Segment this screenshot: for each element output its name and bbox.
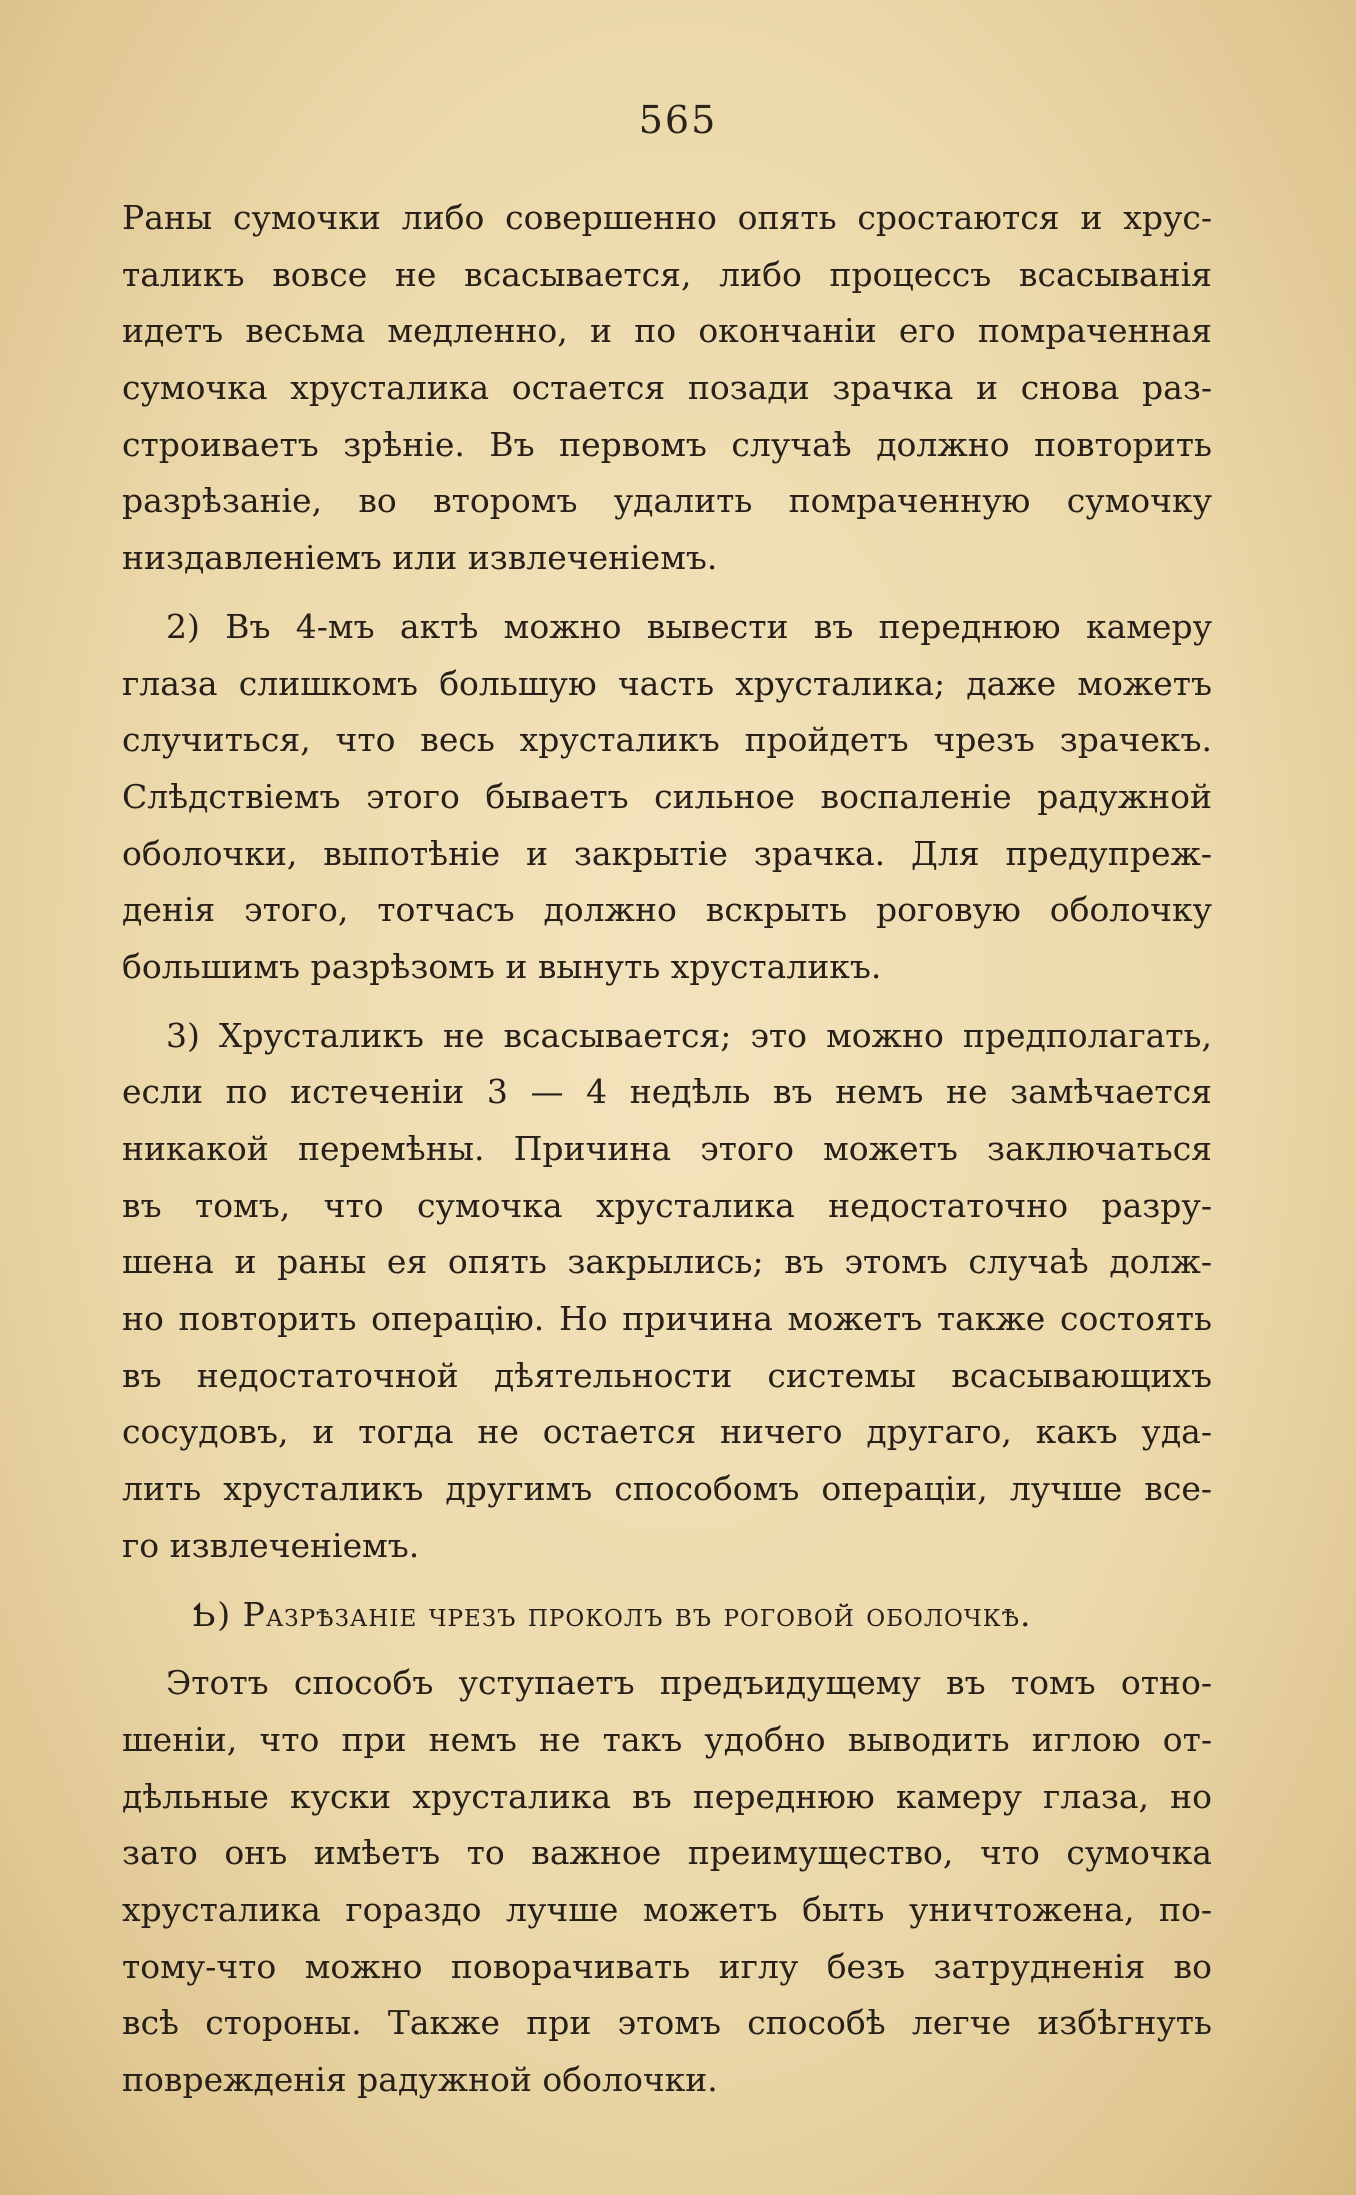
text-line: разрѣзаніе, во второмъ удалить помраченную сумочку [122, 481, 1212, 521]
text-line: таликъ вовсе не всасывается, либо процессъ всасыванія [122, 254, 1212, 294]
text-line: сумочка хрусталика остается позади зрачка и снова раз- [122, 368, 1212, 408]
text-line: въ недостаточной дѣятельности системы всасывающихъ [122, 1355, 1212, 1395]
text-line: шеніи, что при немъ не такъ удобно выводить иглою от- [122, 1719, 1212, 1759]
text-line: строиваетъ зрѣніе. Въ первомъ случаѣ должно повторить [122, 424, 1212, 464]
text-line: тому-что можно поворачивать иглу безъ затрудненія во [122, 1946, 1212, 1986]
text-line: Раны сумочки либо совершенно опять сростаются и хрус- [122, 198, 1212, 237]
text-line: денія этого, тотчасъ должно вскрыть роговую оболочку [122, 890, 1212, 930]
text-line: дѣльные куски хрусталика въ переднюю камеру глаза, но [122, 1776, 1212, 1816]
section-heading: Ƅ) Разрѣзаніе чрезъ проколъ въ роговой оболочкѣ. [192, 1594, 1032, 1634]
text-line: случиться, что весь хрусталикъ пройдетъ чрезъ зрачекъ. [122, 720, 1212, 760]
text-line: поврежденія радужной оболочки. [122, 2060, 718, 2099]
page-number: 565 [638, 98, 718, 142]
text-line: 3) Хрусталикъ не всасывается; это можно предполагать, [166, 1015, 1212, 1055]
text-line: сосудовъ, и тогда не остается ничего другаго, какъ уда- [122, 1412, 1212, 1452]
paragraph-1 [122, 190, 1212, 587]
text-line: шена и раны ея опять закрылись; въ этомъ случаѣ долж- [122, 1242, 1212, 1282]
text-line: но повторить операцію. Но причина можетъ также состоять [122, 1299, 1212, 1339]
text-line: Этотъ способъ уступаетъ предъидущему въ томъ отно- [166, 1663, 1212, 1703]
paragraph-4 [122, 1655, 1212, 2109]
text-line: 2) Въ 4-мъ актѣ можно вывести въ переднюю камеру [166, 606, 1212, 646]
text-line: низдавленіемъ или извлеченіемъ. [122, 538, 718, 578]
text-line: Слѣдствіемъ этого бываетъ сильное воспаленіе радужной [122, 776, 1212, 816]
text-line: лить хрусталикъ другимъ способомъ операціи, лучше все- [122, 1469, 1212, 1509]
paragraph-2 [122, 599, 1212, 996]
text-line: большимъ разрѣзомъ и вынуть хрусталикъ. [122, 946, 882, 986]
text-line: въ томъ, что сумочка хрусталика недостаточно разру- [122, 1185, 1212, 1225]
text-line: хрусталика гораздо лучше можетъ быть уничтожена, по- [122, 1889, 1212, 1929]
text-line: оболочки, выпотѣніе и закрытіе зрачка. Для предупреж- [122, 833, 1212, 873]
text-line: зато онъ имѣетъ то важное преимущество, что сумочка [122, 1833, 1212, 1873]
paragraph-3 [122, 1008, 1212, 1575]
body-text [122, 190, 1212, 2109]
text-line: всѣ стороны. Также при этомъ способѣ легче избѣгнуть [122, 2003, 1212, 2043]
text-line: идетъ весьма медленно, и по окончаніи его помраченная [122, 311, 1212, 351]
text-line: если по истеченіи 3 — 4 недѣль въ немъ не замѣчается [122, 1072, 1212, 1112]
text-line: го извлеченіемъ. [122, 1525, 420, 1565]
text-line: никакой перемѣны. Причина этого можетъ заключаться [122, 1129, 1212, 1168]
text-line: глаза слишкомъ большую часть хрусталика; даже можетъ [122, 663, 1212, 703]
